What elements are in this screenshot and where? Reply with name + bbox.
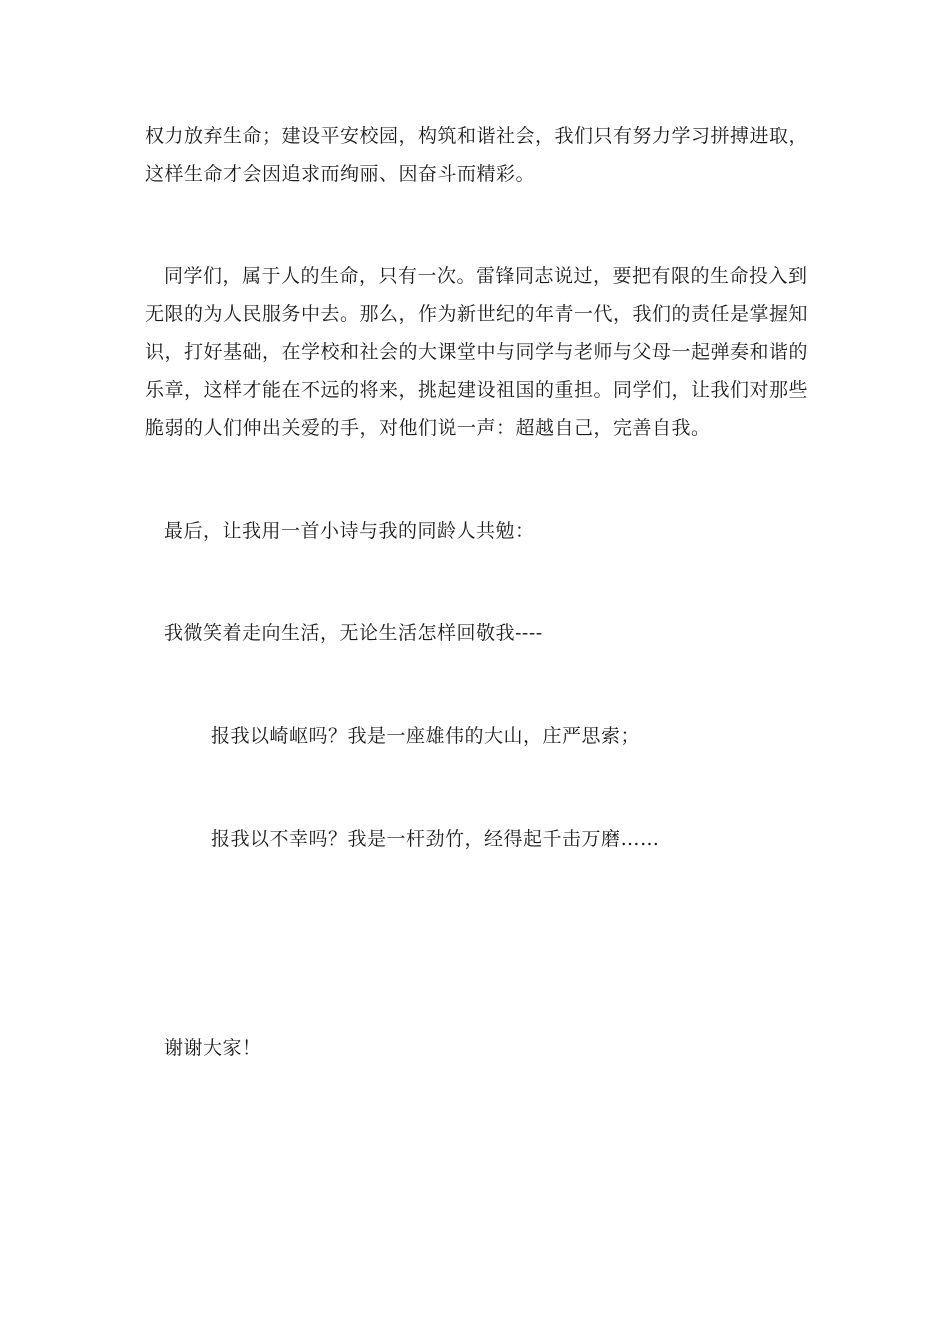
paragraph-2-line-5: 脆弱的人们伸出关爱的手，对他们说一声：超越自己，完善自我。	[145, 417, 711, 439]
paragraph-2-line-4: 乐章，这样才能在不远的将来，挑起建设祖国的重担。同学们，让我们对那些	[145, 379, 809, 401]
paragraph-2-line-1: 同学们，属于人的生命，只有一次。雷锋同志说过，要把有限的生命投入到	[164, 265, 808, 287]
poem-intro: 我微笑着走向生活，无论生活怎样回敬我----	[164, 622, 543, 644]
paragraph-1-line-1: 权力放弃生命；建设平安校园，构筑和谐社会，我们只有努力学习拼搏进取，	[145, 125, 809, 147]
paragraph-3: 最后，让我用一首小诗与我的同龄人共勉：	[164, 520, 535, 542]
paragraph-2-line-2: 无限的为人民服务中去。那么，作为新世纪的年青一代，我们的责任是掌握知	[145, 303, 809, 325]
paragraph-1-line-2: 这样生命才会因追求而绚丽、因奋斗而精彩。	[145, 163, 536, 185]
closing-line: 谢谢大家！	[164, 1037, 262, 1059]
poem-line-1: 报我以崎岖吗？我是一座雄伟的大山，庄严思索；	[211, 725, 641, 747]
poem-line-2: 报我以不幸吗？我是一杆劲竹，经得起千击万磨……	[211, 828, 660, 850]
paragraph-2-line-3: 识，打好基础，在学校和社会的大课堂中与同学与老师与父母一起弹奏和谐的	[145, 341, 809, 363]
